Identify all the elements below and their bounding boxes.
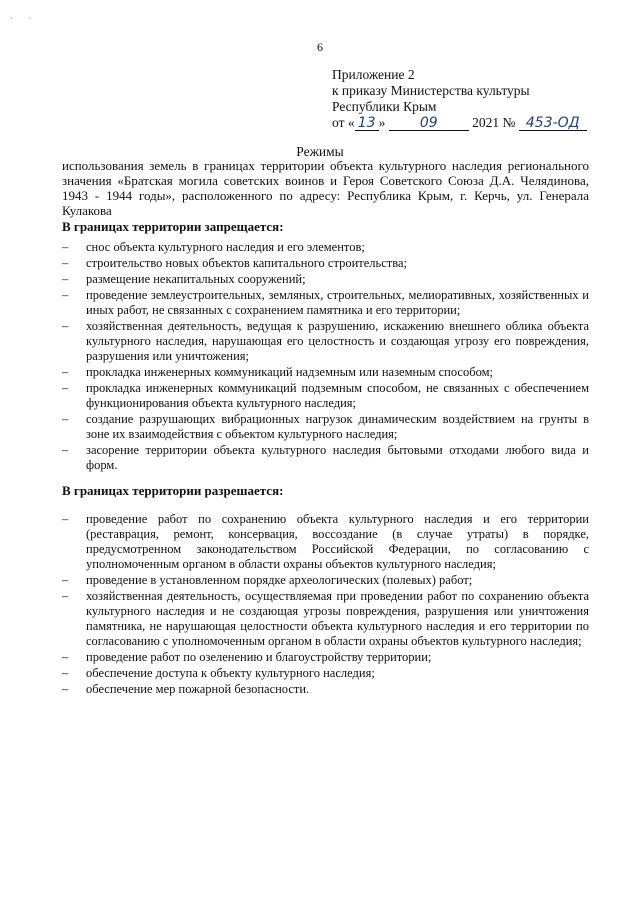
page-number: 6 — [317, 40, 323, 54]
list-item: – строительство новых объектов капитального строительства; — [62, 256, 589, 271]
list-item: – создание разрушающих вибрационных нагрузок динамическим воздействием на грунты в зоне их взаимодействия с объектом культурного наследия; — [62, 412, 589, 442]
prohibited-heading: В границах территории запрещается: — [62, 219, 284, 234]
list-item: – хозяйственная деятельность, осуществляемая при проведении работ по сохранению объекта культурного наследия и не создающая угрозы повреждения, разрушения или уничтожения памятника, не нарушающая целостности объекта культурного наследия и его территории по согласованию с уполномоченным органом в области охраны объектов культурного наследия; — [62, 589, 589, 649]
list-item: – обеспечение мер пожарной безопасности. — [62, 682, 589, 697]
list-item: – засорение территории объекта культурного наследия бытовыми отходами любого вида и форм. — [62, 443, 589, 473]
appendix-line: Приложение 2 — [332, 67, 415, 82]
list-item: – размещение некапитальных сооружений; — [62, 272, 589, 287]
order-date-line — [332, 115, 622, 131]
allowed-list — [62, 512, 589, 698]
handwritten-month: 09 — [389, 116, 469, 131]
list-item: – прокладка инженерных коммуникаций подземным способом, не связанных с обеспечением функционирования объекта культурного наследия; — [62, 381, 589, 411]
list-item: – обеспечение доступа к объекту культурного наследия; — [62, 666, 589, 681]
year-and-number-label: 2021 № — [472, 115, 516, 130]
date-mid: » — [378, 115, 386, 130]
document-title: Режимы — [296, 144, 344, 159]
list-item: – снос объекта культурного наследия и его элементов; — [62, 240, 589, 255]
prohibited-list — [62, 240, 589, 474]
handwritten-day: 13 — [355, 116, 379, 131]
list-item: – проведение работ по сохранению объекта культурного наследия и его территории (реставрация, ремонт, консервация, воссоздание (в случае утраты) в порядке, предусмотренном законодательством Российской Федерации, по согласованию с уполномоченным органом в области охраны объектов культурного наследия; — [62, 512, 589, 572]
appendix-header — [332, 67, 622, 131]
date-prefix: от « — [332, 115, 355, 130]
allowed-heading: В границах территории разрешается: — [62, 483, 284, 498]
handwritten-order-number: 453-ОД — [519, 116, 587, 131]
list-item: – проведение работ по озеленению и благоустройству территории; — [62, 650, 589, 665]
scan-specks: · · — [10, 14, 32, 23]
republic-line: Республики Крым — [332, 99, 437, 114]
intro-paragraph: использования земель в границах территории объекта культурного наследия регионального значения «Братская могила советских воинов и Героя Советского Союза Д.А. Челядинова, 1943 - 1944 годы», расположенного по адресу: Республика Крым, г. Керчь, ул. Генерала Кулакова — [62, 158, 589, 218]
list-item: – прокладка инженерных коммуникаций надземным или наземным способом; — [62, 365, 589, 380]
list-item: – проведение в установленном порядке археологических (полевых) работ; — [62, 573, 589, 588]
list-item: – хозяйственная деятельность, ведущая к разрушению, искажению внешнего облика объекта культурного наследия, нарушающая его целостность и создающая угрозу его повреждения, разрушения или уничтожения; — [62, 319, 589, 364]
list-item: – проведение землеустроительных, земляных, строительных, мелиоративных, хозяйственных и иных работ, не связанных с сохранением памятника и его территории; — [62, 288, 589, 318]
order-reference-line: к приказу Министерства культуры — [332, 83, 530, 98]
